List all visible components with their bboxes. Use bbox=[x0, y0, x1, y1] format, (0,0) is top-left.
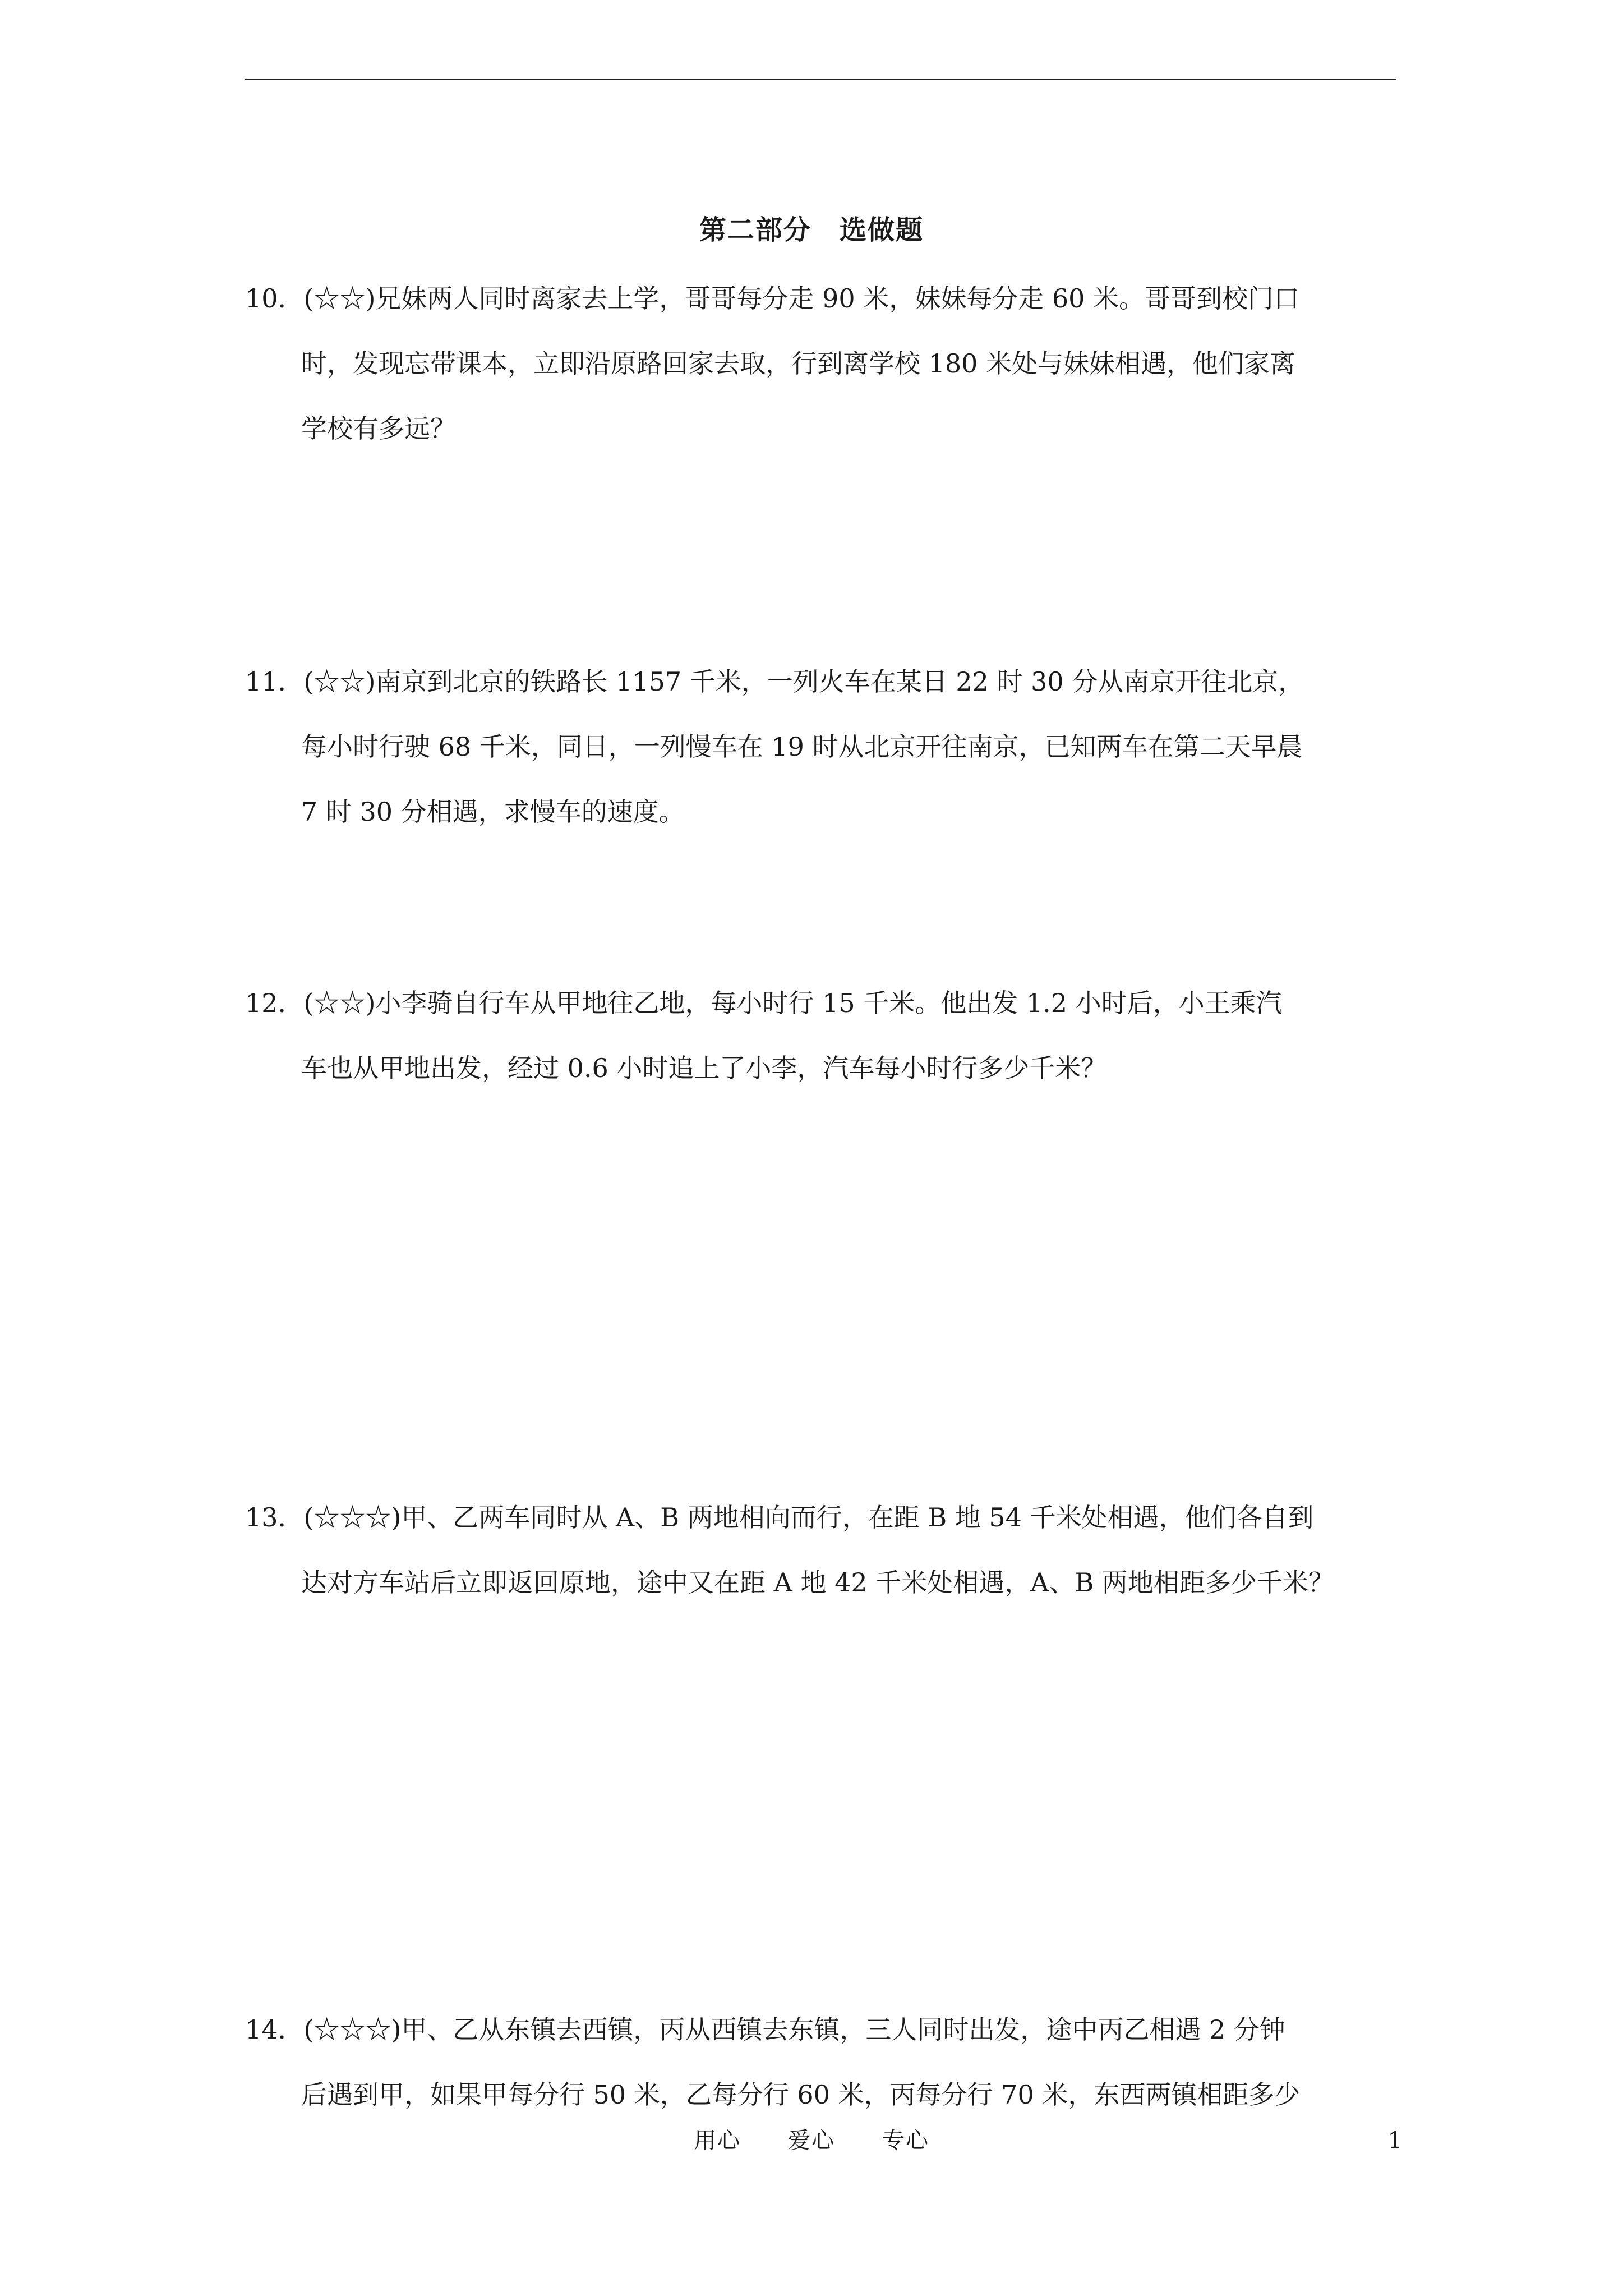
problem-line: 11．(☆☆)南京到北京的铁路长 1157 千米，一列火车在某日 22 时 30 分从南京开往北京， bbox=[245, 666, 1304, 697]
problem-line: 学校有多远？ bbox=[301, 413, 456, 444]
page-number: 1 bbox=[1387, 2128, 1402, 2154]
problem-line: 13．(☆☆☆)甲、乙两车同时从 A、B 两地相向而行，在距 B 地 54 千米处相遇，他们各自到 bbox=[245, 1502, 1314, 1533]
problem-11 bbox=[245, 649, 1400, 844]
section-title: 第二部分 选做题 bbox=[699, 214, 924, 246]
footer-motto: 用心 爱心 专心 bbox=[694, 2128, 929, 2154]
problem-line: 12．(☆☆)小李骑自行车从甲地往乙地，每小时行 15 千米。他出发 1.2 小时后，小王乘汽 bbox=[245, 988, 1282, 1018]
header-rule bbox=[245, 79, 1396, 80]
problem-line: 车也从甲地出发，经过 0.6 小时追上了小李，汽车每小时行多少千米？ bbox=[301, 1053, 1107, 1083]
problem-14 bbox=[245, 1997, 1400, 2127]
problem-13 bbox=[245, 1485, 1400, 1615]
problem-line: 7 时 30 分相遇，求慢车的速度。 bbox=[301, 797, 685, 827]
problem-line: 后遇到甲，如果甲每分行 50 米，乙每分行 60 米，丙每分行 70 米，东西两镇相距多少 bbox=[301, 2079, 1301, 2110]
problem-line: 10．(☆☆)兄妹两人同时离家去上学，哥哥每分走 90 米，妹妹每分走 60 米。哥哥到校门口 bbox=[245, 283, 1299, 314]
problem-line: 时，发现忘带课本，立即沿原路回家去取，行到离学校 180 米处与妹妹相遇，他们家离 bbox=[301, 348, 1296, 379]
problem-line: 达对方车站后立即返回原地，途中又在距 A 地 42 千米处相遇，A、B 两地相距多少千米？ bbox=[301, 1567, 1334, 1598]
problem-10 bbox=[245, 266, 1400, 461]
problem-12 bbox=[245, 970, 1400, 1101]
problem-line: 每小时行驶 68 千米，同日，一列慢车在 19 时从北京开往南京，已知两车在第二天早晨 bbox=[301, 731, 1303, 762]
problem-line: 14．(☆☆☆)甲、乙从东镇去西镇，丙从西镇去东镇，三人同时出发，途中丙乙相遇 2 分钟 bbox=[245, 2014, 1285, 2045]
